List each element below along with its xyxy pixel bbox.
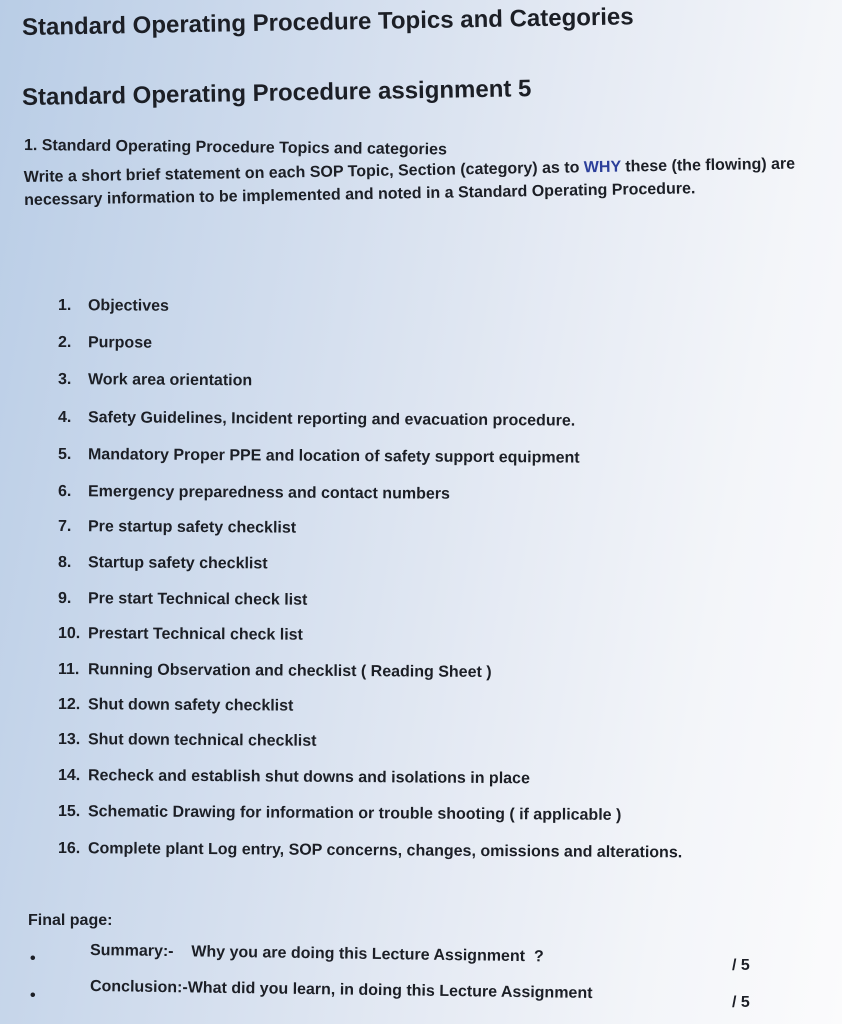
topic-number: 10. bbox=[57, 625, 81, 643]
bullet: • bbox=[30, 950, 36, 967]
topic-number: 1. bbox=[57, 297, 72, 315]
topic-text: Running Observation and checklist ( Reading Sheet ) bbox=[87, 661, 492, 682]
topic-number: 8. bbox=[57, 554, 72, 572]
topic-item bbox=[58, 371, 252, 390]
topic-number: 14. bbox=[57, 767, 81, 785]
section-heading: 1. Standard Operating Procedure Topics and categories bbox=[23, 137, 447, 159]
topic-item bbox=[58, 767, 530, 788]
topic-item bbox=[58, 840, 682, 862]
instructions-after: these (the flowing) are necessary information to be implemented and noted in a Standard Operating Procedure. bbox=[24, 155, 796, 209]
topic-number: 12. bbox=[57, 696, 81, 714]
topic-text: Mandatory Proper PPE and location of safety support equipment bbox=[87, 446, 580, 467]
topic-item bbox=[58, 297, 169, 316]
topic-number: 9. bbox=[57, 590, 72, 608]
topic-item bbox=[58, 518, 296, 538]
topic-item bbox=[58, 483, 450, 504]
topic-item bbox=[58, 409, 575, 431]
final-page-heading: Final page: bbox=[28, 912, 113, 929]
topic-text: Prestart Technical check list bbox=[87, 625, 303, 644]
topic-number: 11. bbox=[57, 661, 80, 679]
topic-text: Pre start Technical check list bbox=[87, 590, 308, 609]
topic-text: Safety Guidelines, Incident reporting and evacuation procedure. bbox=[87, 409, 576, 430]
topic-number: 4. bbox=[57, 409, 72, 427]
instructions-emphasis: WHY bbox=[583, 158, 622, 177]
topic-text: Schematic Drawing for information or trouble shooting ( if applicable ) bbox=[87, 803, 622, 824]
topic-text: Purpose bbox=[87, 334, 153, 352]
assignment-subtitle: Standard Operating Procedure assignment 5 bbox=[21, 75, 532, 111]
topic-text: Complete plant Log entry, SOP concerns, changes, omissions and alterations. bbox=[87, 840, 683, 862]
topic-item bbox=[58, 446, 580, 468]
document-title: Standard Operating Procedure Topics and Categories bbox=[21, 3, 634, 41]
topic-number: 15. bbox=[57, 803, 81, 821]
bullet: • bbox=[30, 987, 36, 1004]
topic-number: 16. bbox=[57, 840, 81, 858]
topic-item bbox=[58, 661, 492, 682]
topic-item bbox=[58, 590, 307, 610]
topic-text: Recheck and establish shut downs and isolations in place bbox=[87, 767, 530, 788]
topic-number: 6. bbox=[57, 483, 72, 501]
topic-item bbox=[58, 554, 268, 573]
topic-item bbox=[58, 625, 303, 645]
topic-text: Objectives bbox=[87, 297, 169, 315]
topic-text: Startup safety checklist bbox=[87, 554, 268, 573]
instructions-paragraph bbox=[24, 152, 825, 212]
topic-item bbox=[58, 731, 317, 751]
topic-number: 3. bbox=[57, 371, 72, 389]
topic-number: 5. bbox=[57, 446, 72, 464]
topic-item bbox=[58, 803, 621, 825]
topic-number: 13. bbox=[57, 731, 81, 749]
instructions-before: Write a short brief statement on each SOP Topic, Section (category) as to bbox=[23, 159, 584, 187]
topic-item bbox=[58, 334, 152, 353]
conclusion-item: Conclusion:-What did you learn, in doing this Lecture Assignment bbox=[89, 978, 593, 1003]
summary-score: / 5 bbox=[732, 957, 750, 974]
topic-item bbox=[58, 696, 294, 716]
conclusion-score: / 5 bbox=[732, 994, 750, 1011]
topic-number: 2. bbox=[57, 334, 72, 352]
topic-text: Shut down safety checklist bbox=[87, 696, 294, 715]
summary-item: Summary:- Why you are doing this Lecture Assignment ? bbox=[89, 942, 544, 966]
topic-text: Emergency preparedness and contact numbers bbox=[87, 483, 450, 503]
topic-number: 7. bbox=[57, 518, 72, 536]
topic-text: Work area orientation bbox=[87, 371, 253, 390]
topic-text: Pre startup safety checklist bbox=[87, 518, 297, 537]
topic-text: Shut down technical checklist bbox=[87, 731, 317, 750]
